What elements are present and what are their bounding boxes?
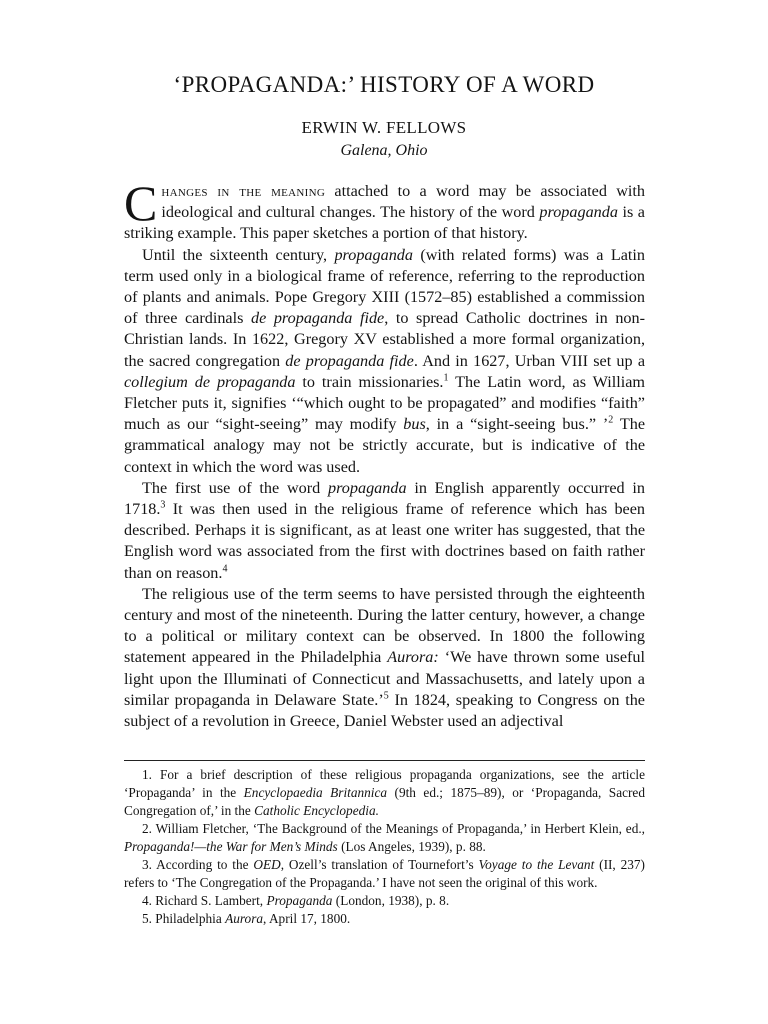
article-title: ‘PROPAGANDA:’ HISTORY OF A WORD — [173, 72, 595, 97]
italic-title: Catholic Encyclopedia. — [254, 803, 379, 818]
italic-title: OED — [253, 857, 281, 872]
italic-term: propaganda — [539, 203, 618, 222]
text-run: is a striking example. This paper sketches a portion of that history. — [124, 203, 645, 243]
text-run: , in a “sight-seeing bus.” ’ — [425, 415, 609, 434]
author-affiliation: Galena, Ohio — [340, 142, 428, 159]
footnote-ref-1[interactable]: 1 — [443, 372, 449, 384]
footnote-ref-5[interactable]: 5 — [383, 690, 389, 702]
paragraph-4 — [124, 584, 645, 732]
footnotes — [124, 766, 645, 928]
text-run: in English apparently occurred in 1718. — [124, 478, 645, 519]
text-run: It was then used in the religious frame of reference which has been described. Perhaps it is significant, as at least one writer has suggested, that the English word was associated from the first with doctrines based on faith rather than on reason. — [124, 500, 645, 582]
italic-term: bus — [403, 415, 426, 434]
text-run: , April 17, 1800. — [263, 911, 351, 926]
italic-term: propaganda — [334, 245, 413, 264]
text-run: 1. For a brief description of these religious propaganda organizations, see the article ‘Propaganda’ in the — [124, 767, 645, 800]
text-run: (London, 1938), p. 8. — [332, 893, 450, 908]
italic-title: Voyage to the Levant — [478, 857, 595, 872]
text-run: (Los Angeles, 1939), p. 88. — [337, 839, 486, 854]
drop-cap: C — [124, 175, 158, 231]
text-run: 3. According to the — [142, 857, 254, 872]
text-run: In 1824, speaking to Congress on the subject of a revolution in Greece, Daniel Webster used an adjectival — [124, 690, 645, 731]
footnote-divider — [124, 760, 645, 761]
footnote-ref-3[interactable]: 3 — [160, 499, 166, 511]
footnote-2 — [124, 820, 645, 856]
text-run: 4. Richard S. Lambert, — [142, 893, 267, 908]
text-run: The first use of the word — [142, 478, 328, 497]
italic-term: collegium de propaganda — [124, 372, 296, 391]
footnote-ref-2[interactable]: 2 — [608, 414, 614, 426]
paragraph-1 — [124, 175, 645, 245]
footnote-5 — [124, 910, 645, 928]
text-run: 2. William Fletcher, ‘The Background of the Meanings of Propaganda,’ in Herbert Klein, ed., — [142, 821, 645, 836]
text-run: 5. Philadelphia — [142, 911, 226, 926]
text-run: ‘We have thrown some useful light upon the Illuminati of Connecticut and Massachusetts, and lately upon a similar propaganda in Delaware State.’ — [124, 648, 645, 709]
text-run: The grammatical analogy may not be strictly accurate, but is indicative of the context in which the word was used. — [124, 415, 646, 476]
text-run: , Ozell’s translation of Tournefort’s — [280, 857, 479, 872]
author-name: ERWIN W. FELLOWS — [301, 118, 467, 137]
article-body — [124, 175, 646, 732]
text-run: The Latin word, as William Fletcher puts it, signifies ‘“which ought to be propagated” and modifies “faith” much as our “sight-seeing” may modify — [124, 372, 646, 434]
text-run: (II, 237) refers to ‘The Congregation of the Propaganda.’ I have not seen the original of this work. — [124, 857, 645, 890]
text-run: . And in 1627, Urban VIII set up a — [413, 351, 645, 370]
italic-term: de propaganda fide — [250, 309, 385, 328]
italic-term: propaganda — [328, 478, 407, 497]
text-run: (9th ed.; 1875–89), or ‘Propaganda, Sacred Congregation of,’ in the — [124, 785, 645, 818]
italic-title: Propaganda — [266, 893, 333, 908]
footnote-1 — [124, 766, 645, 820]
italic-title: Encyclopaedia Britannica — [243, 785, 388, 800]
italic-title: Propaganda!—the War for Men’s Minds — [124, 839, 338, 854]
italic-term: de propaganda fide — [285, 351, 414, 370]
footnote-4 — [124, 892, 645, 910]
italic-title: Aurora — [225, 911, 264, 926]
italic-term: Aurora: — [387, 648, 439, 667]
paragraph-3 — [124, 478, 645, 584]
text-run: attached to a word may be associated with ideological and cultural changes. The history of the word — [161, 182, 645, 222]
text-run: Until the sixteenth century, — [142, 245, 335, 264]
footnote-3 — [124, 856, 645, 892]
text-run: , to spread Catholic doctrines in non-Christian lands. In 1622, Gregory XV established a more formal organization, the sacred congregation — [124, 309, 645, 370]
footnote-ref-4[interactable]: 4 — [222, 563, 228, 575]
text-run: The religious use of the term seems to have persisted through the eighteenth century and most of the nineteenth. During the latter century, however, a change to a political or military context can be observed. In 1800 the following statement appeared in the Philadelphia — [124, 584, 645, 667]
opening-small-caps: hanges in the meaning — [161, 182, 326, 200]
paragraph-2 — [124, 245, 645, 478]
text-run: to train missionaries. — [295, 372, 444, 391]
text-run: (with related forms) was a Latin term used only in a biological frame of reference, referring to the reproduction of plants and animals. Pope Gregory XIII (1572–85) established a commission of three cardinals — [124, 245, 645, 328]
